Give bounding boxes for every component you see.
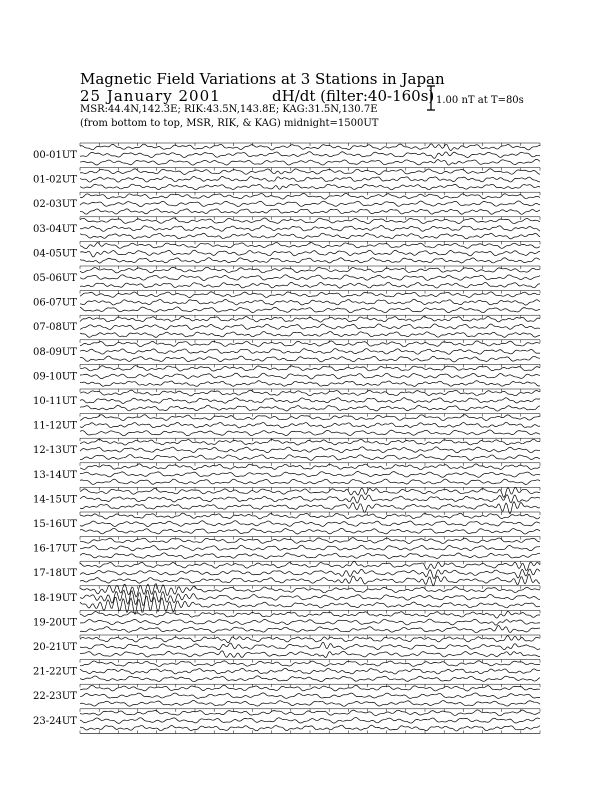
trace-msr	[80, 381, 540, 387]
trace-msr	[80, 455, 540, 461]
chart-title: Magnetic Field Variations at 3 Stations in Japan	[80, 70, 445, 88]
row-time-ticks	[80, 291, 540, 294]
trace-rik	[80, 398, 540, 404]
row-label: 09-10UT	[33, 371, 77, 383]
row-time-ticks	[80, 463, 540, 466]
trace-rik	[80, 299, 540, 305]
row-label: 19-20UT	[33, 617, 77, 629]
row-label: 23-24UT	[33, 715, 77, 727]
trace-rik	[80, 545, 540, 550]
trace-msr	[80, 479, 540, 484]
trace-msr	[80, 184, 540, 190]
trace-msr	[80, 725, 540, 731]
trace-msr	[80, 282, 540, 288]
trace-rik	[80, 422, 540, 428]
trace-rik	[80, 176, 540, 182]
trace-msr	[80, 233, 540, 239]
trace-rik	[80, 668, 540, 674]
row-time-ticks	[80, 414, 540, 417]
row-time-ticks	[80, 168, 540, 171]
row-label: 11-12UT	[33, 420, 77, 432]
row-label: 02-03UT	[33, 199, 77, 211]
row-label: 01-02UT	[33, 174, 77, 186]
row-label: 20-21UT	[33, 642, 77, 653]
trace-rik	[80, 619, 540, 625]
bottom-axis-ticks	[80, 730, 540, 733]
row-label: 22-23UT	[33, 691, 77, 703]
station-coordinates: MSR:44.4N,142.3E; RIK:43.5N,143.8E; KAG:31.5N,130.7E	[80, 104, 378, 115]
trace-rik	[80, 201, 540, 207]
row-label: 04-05UT	[33, 248, 77, 260]
row-time-ticks	[80, 389, 540, 392]
trace-rik	[80, 225, 540, 231]
row-label: 12-13UT	[33, 445, 77, 457]
row-label: 07-08UT	[33, 322, 77, 334]
trace-rik	[80, 472, 540, 478]
row-label: 17-18UT	[33, 568, 77, 580]
row-label: 16-17UT	[33, 543, 77, 555]
row-label: 03-04UT	[33, 223, 77, 235]
trace-rik	[80, 447, 540, 453]
row-time-ticks	[80, 684, 540, 687]
row-label: 05-06UT	[33, 273, 77, 284]
row-label: 00-01UT	[33, 150, 77, 161]
trace-rik	[80, 590, 540, 605]
trace-rik	[80, 569, 540, 579]
trace-msr	[80, 331, 540, 337]
row-label: 14-15UT	[33, 494, 77, 506]
row-label: 10-11UT	[33, 396, 77, 407]
trace-rik	[80, 250, 540, 257]
trace-rik	[80, 373, 540, 379]
trace-rik	[80, 275, 540, 281]
trace-msr	[80, 626, 540, 633]
trace-rik	[80, 152, 540, 159]
station-order-note: (from bottom to top, MSR, RIK, & KAG) midnight=1500UT	[80, 118, 379, 129]
row-label: 18-19UT	[33, 592, 77, 604]
trace-msr	[80, 405, 540, 411]
row-label: 06-07UT	[33, 297, 77, 309]
trace-rik	[80, 521, 540, 527]
trace-msr	[80, 258, 540, 263]
row-label: 21-22UT	[33, 666, 77, 678]
trace-kag	[80, 316, 540, 322]
scale-bar-label: 1.00 nT at T=80s	[436, 95, 524, 106]
trace-msr	[80, 159, 540, 165]
trace-msr	[80, 430, 540, 436]
trace-msr	[80, 676, 540, 682]
trace-rik	[80, 642, 540, 650]
trace-rik	[80, 693, 540, 698]
trace-msr	[80, 209, 540, 214]
trace-msr	[80, 701, 540, 707]
row-time-ticks	[80, 487, 540, 490]
row-label: 13-14UT	[33, 469, 77, 481]
row-time-ticks	[80, 561, 540, 564]
chart-quantity: dH/dt (filter:40-160s)	[272, 87, 435, 105]
row-time-ticks	[80, 364, 540, 367]
chart-date: 25 January 2001	[80, 87, 221, 105]
trace-rik	[80, 495, 540, 504]
trace-msr	[80, 553, 540, 559]
trace-msr	[80, 528, 540, 534]
trace-msr	[80, 651, 540, 658]
trace-msr	[80, 574, 540, 585]
row-time-ticks	[80, 340, 540, 343]
row-time-ticks	[80, 635, 540, 638]
row-label: 15-16UT	[33, 519, 77, 530]
trace-msr	[80, 356, 540, 362]
trace-msr	[80, 307, 540, 313]
row-label: 08-09UT	[33, 346, 77, 358]
trace-rik	[80, 717, 540, 723]
row-time-ticks	[80, 537, 540, 540]
trace-rik	[80, 324, 540, 330]
trace-rik	[80, 349, 540, 355]
